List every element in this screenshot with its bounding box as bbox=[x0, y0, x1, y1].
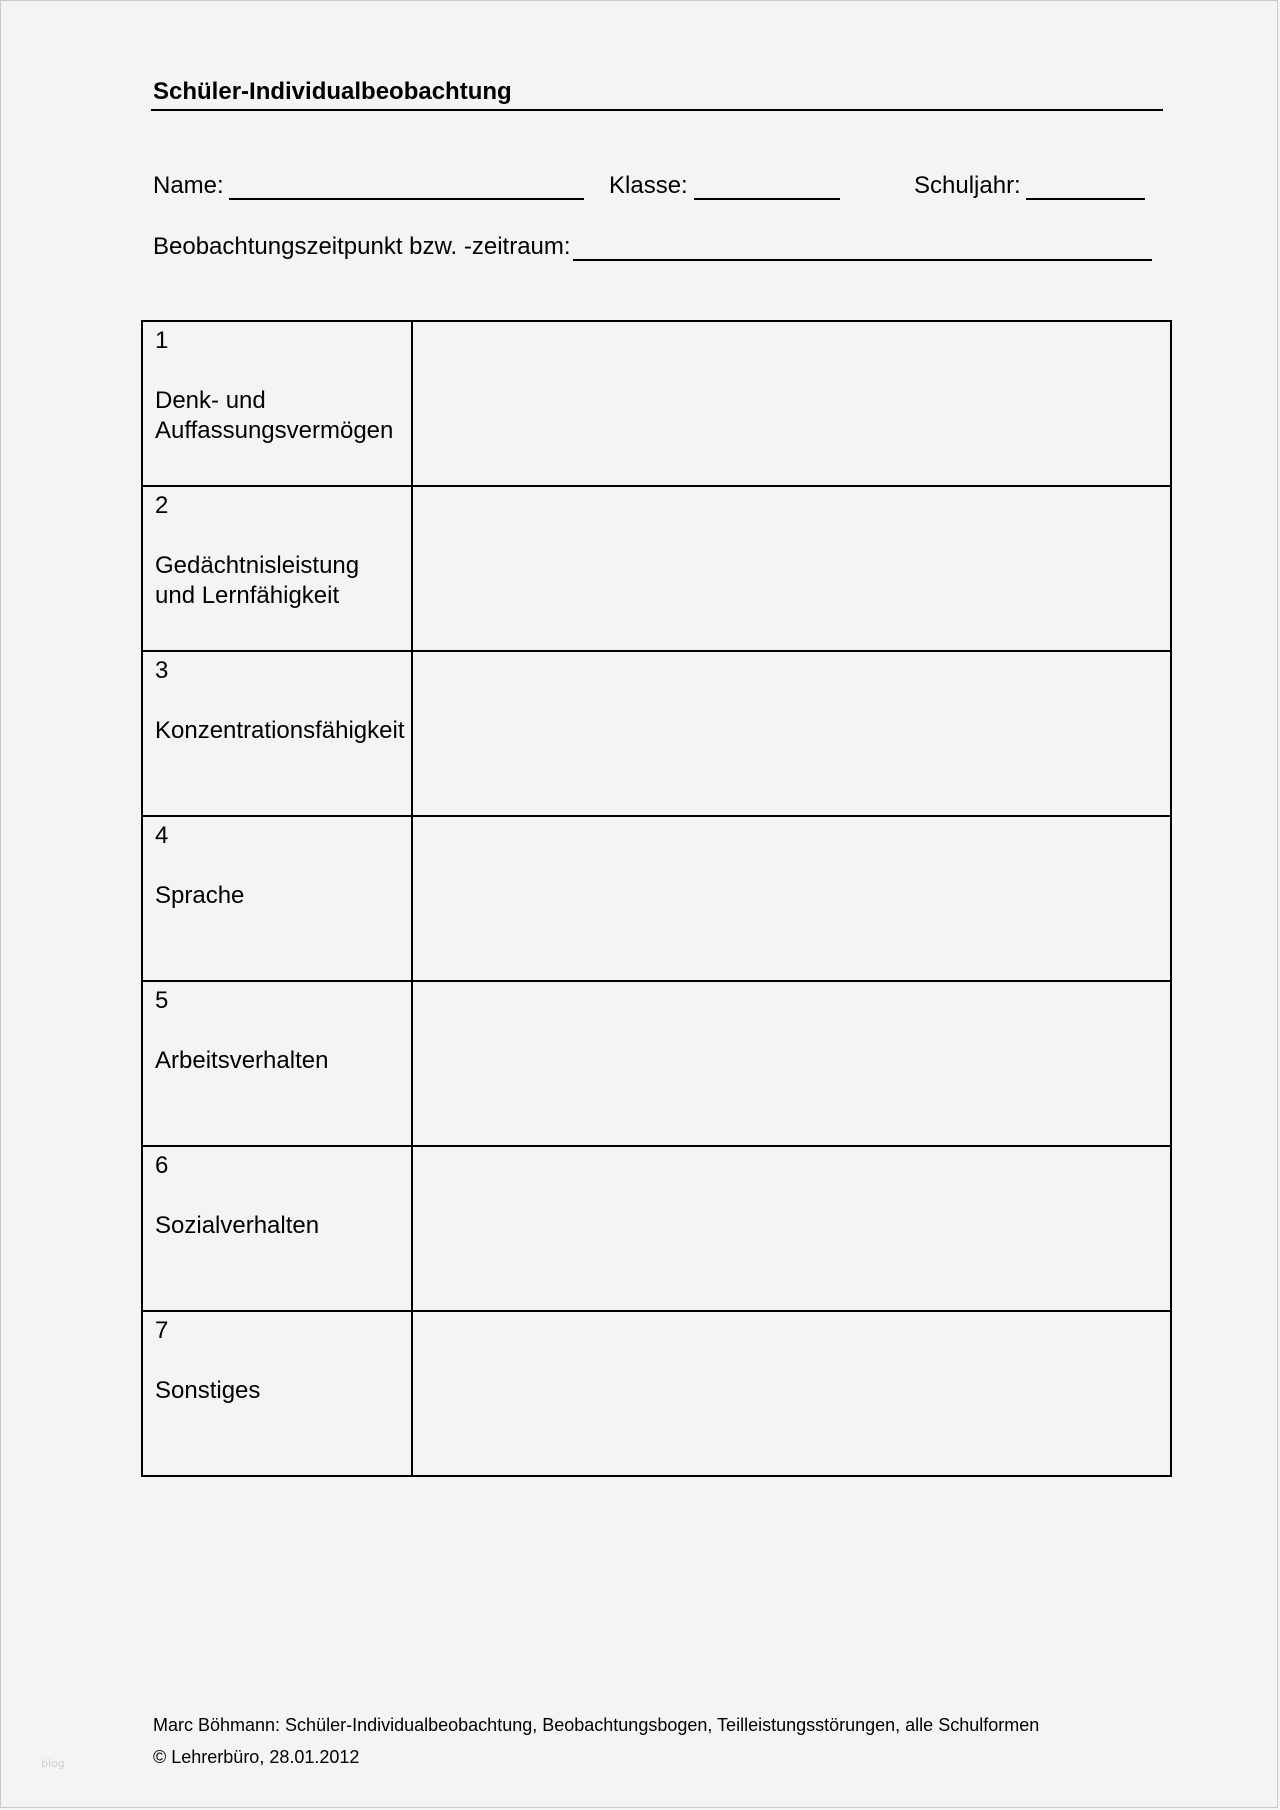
row-label-cell bbox=[142, 651, 412, 816]
observation-table bbox=[141, 320, 1172, 1477]
table-row bbox=[142, 651, 1171, 816]
row-number: 3 bbox=[155, 657, 169, 684]
row-label: Sprache bbox=[155, 882, 245, 909]
table-row bbox=[142, 486, 1171, 651]
document-title: Schüler-Individualbeobachtung bbox=[153, 78, 512, 105]
row-label: Sozialverhalten bbox=[155, 1212, 320, 1239]
row-label: Sonstiges bbox=[155, 1377, 261, 1404]
row-number: 5 bbox=[155, 987, 169, 1014]
row-number: 1 bbox=[155, 327, 169, 354]
observation-entry-cell[interactable] bbox=[412, 1146, 1171, 1311]
title-underline bbox=[151, 109, 1163, 111]
table-row bbox=[142, 1146, 1171, 1311]
row-label-cell bbox=[142, 486, 412, 651]
row-number: 7 bbox=[155, 1317, 169, 1344]
klasse-blank-line bbox=[694, 198, 840, 200]
footer-copyright: © Lehrerbüro, 28.01.2012 bbox=[153, 1747, 360, 1767]
row-label-cell bbox=[142, 981, 412, 1146]
table-row bbox=[142, 981, 1171, 1146]
row-label-cell bbox=[142, 816, 412, 981]
klasse-label: Klasse: bbox=[609, 172, 688, 199]
observation-entry-cell[interactable] bbox=[412, 321, 1171, 486]
row-label-cell bbox=[142, 1311, 412, 1476]
klasse-field bbox=[609, 171, 688, 201]
footer-citation: Marc Böhmann: Schüler-Individualbeobachtung, Beobachtungsbogen, Teilleistungsstörungen, alle Schulformen bbox=[153, 1715, 1040, 1735]
schuljahr-label: Schuljahr: bbox=[914, 172, 1021, 199]
row-label: Denk- und Auffassungsvermögen bbox=[155, 387, 394, 444]
name-label: Name: bbox=[153, 172, 224, 199]
row-number: 6 bbox=[155, 1152, 169, 1179]
zeitpunkt-label: Beobachtungszeitpunkt bzw. -zeitraum: bbox=[153, 233, 571, 260]
name-blank-line bbox=[229, 198, 584, 200]
zeitpunkt-blank-line bbox=[573, 259, 1152, 261]
table-row bbox=[142, 816, 1171, 981]
observation-entry-cell[interactable] bbox=[412, 486, 1171, 651]
row-number: 4 bbox=[155, 822, 169, 849]
watermark-text: blog bbox=[41, 1757, 65, 1770]
row-label: Konzentrationsfähigkeit bbox=[155, 717, 405, 744]
zeitpunkt-field bbox=[153, 232, 571, 262]
row-label-cell bbox=[142, 321, 412, 486]
name-field bbox=[153, 171, 224, 201]
row-label-cell bbox=[142, 1146, 412, 1311]
row-label: Arbeitsverhalten bbox=[155, 1047, 329, 1074]
row-number: 2 bbox=[155, 492, 169, 519]
observation-entry-cell[interactable] bbox=[412, 651, 1171, 816]
observation-entry-cell[interactable] bbox=[412, 981, 1171, 1146]
schuljahr-blank-line bbox=[1026, 198, 1145, 200]
row-label: Gedächtnisleistung und Lernfähigkeit bbox=[155, 552, 360, 609]
table-row bbox=[142, 1311, 1171, 1476]
observation-entry-cell[interactable] bbox=[412, 816, 1171, 981]
observation-entry-cell[interactable] bbox=[412, 1311, 1171, 1476]
table-row bbox=[142, 321, 1171, 486]
schuljahr-field bbox=[914, 171, 1021, 201]
